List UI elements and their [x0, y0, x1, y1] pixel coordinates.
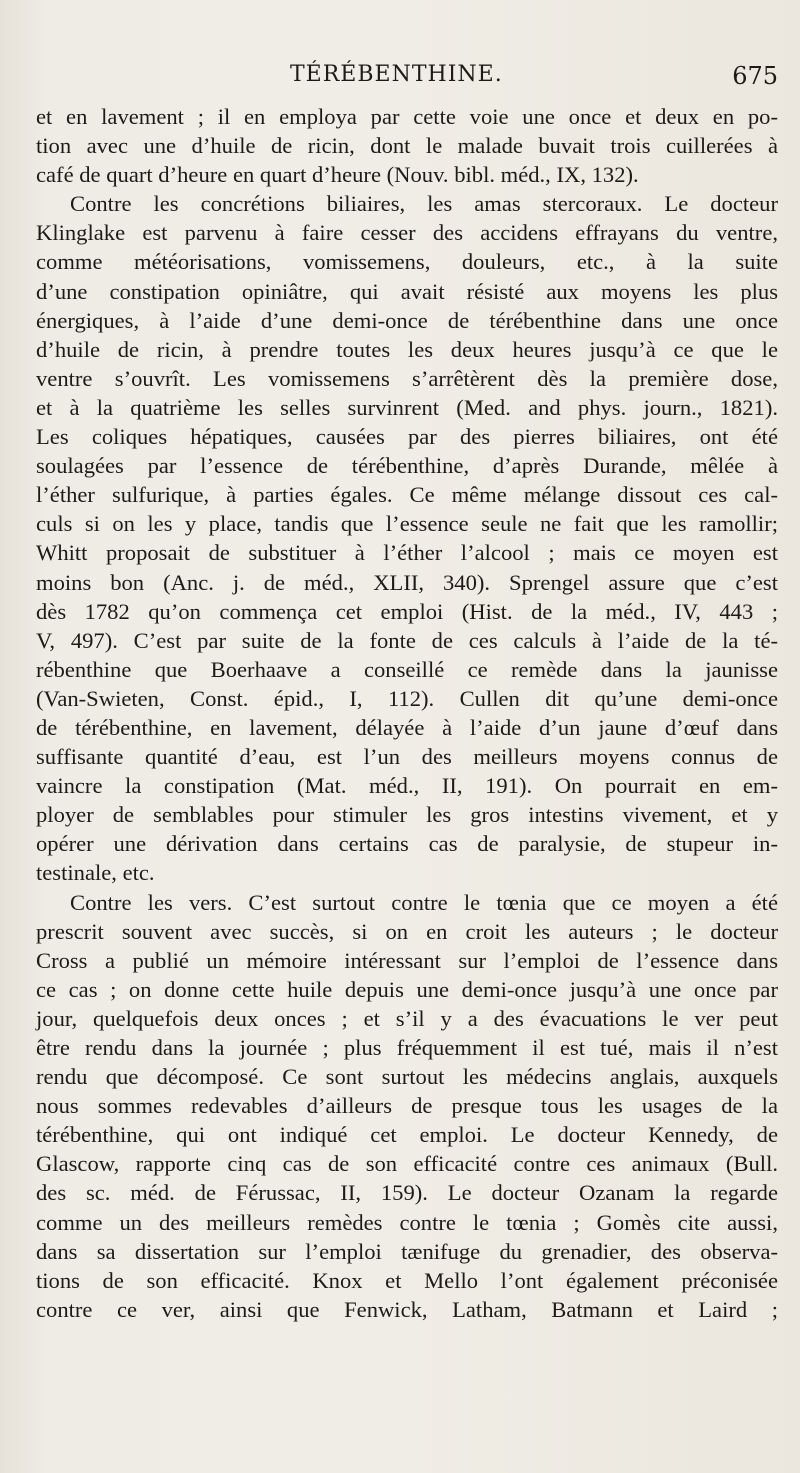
text-line: énergiques, à l’aide d’une demi-once de térébenthine dans une once [36, 307, 778, 333]
text-line: ce cas ; on donne cette huile depuis une demi-once jusqu’à une once par [36, 976, 778, 1002]
text-line: de térébenthine, en lavement, délayée à l’aide d’un jaune d’œuf dans [36, 714, 778, 740]
text-line: Contre les concrétions biliaires, les amas stercoraux. Le docteur [70, 191, 778, 217]
running-title: TÉRÉBENTHINE. [290, 62, 503, 87]
text-line: V, 497). C’est par suite de la fonte de ces calculs à l’aide de la té- [36, 627, 778, 653]
text-line: soulagées par l’essence de térébenthine, d’après Durande, mêlée à [36, 453, 778, 479]
text-line: Klinglake est parvenu à faire cesser des accidens effrayans du ventre, [36, 220, 778, 246]
text-line: moins bon (Anc. j. de méd., XLII, 340). Sprengel assure que c’est [36, 569, 778, 595]
text-line: culs si on les y place, tandis que l’essence seule ne fait que les ramollir; [36, 511, 778, 537]
body-text [36, 102, 778, 1324]
text-line: jour, quelquefois deux onces ; et s’il y a des évacuations le ver peut [36, 1005, 778, 1031]
text-line: l’éther sulfurique, à parties égales. Ce même mélange dissout ces cal- [36, 482, 778, 508]
text-line: comme météorisations, vomissemens, douleurs, etc., à la suite [36, 249, 778, 275]
page-header [0, 62, 800, 102]
text-line: ployer de semblables pour stimuler les gros intestins vivement, et y [36, 802, 778, 828]
text-line: Les coliques hépatiques, causées par des pierres biliaires, ont été [36, 424, 778, 450]
text-line: rébenthine que Boerhaave a conseillé ce remède dans la jaunisse [36, 656, 778, 682]
text-line: opérer une dérivation dans certains cas de paralysie, de stupeur in- [36, 831, 778, 857]
text-line: contre ce ver, ainsi que Fenwick, Latham, Batmann et Laird ; [36, 1296, 778, 1322]
text-line: Cross a publié un mémoire intéressant sur l’emploi de l’essence dans [36, 947, 778, 973]
text-line: tions de son efficacité. Knox et Mello l’ont également préconisée [36, 1267, 778, 1293]
text-line: et en lavement ; il en employa par cette voie une once et deux en po- [36, 104, 778, 129]
text-line: tion avec une d’huile de ricin, dont le malade buvait trois cuillerées à [36, 133, 778, 159]
text-line: Contre les vers. C’est surtout contre le tœnia que ce moyen a été [70, 889, 778, 915]
text-line: et à la quatrième les selles survinrent (Med. and phys. journ., 1821). [36, 394, 778, 420]
text-line: testinale, etc. [36, 860, 155, 886]
text-line: Whitt proposait de substituer à l’éther l’alcool ; mais ce moyen est [36, 540, 778, 566]
text-line: prescrit souvent avec succès, si on en croit les auteurs ; le docteur [36, 918, 778, 944]
text-line: suffisante quantité d’eau, est l’un des meilleurs moyens connus de [36, 744, 778, 770]
text-line: dès 1782 qu’on commença cet emploi (Hist. de la méd., IV, 443 ; [36, 598, 778, 624]
text-line: être rendu dans la journée ; plus fréquemment il est tué, mais il n’est [36, 1035, 778, 1060]
text-line: ventre s’ouvrît. Les vomissemens s’arrêtèrent dès la première dose, [36, 365, 778, 391]
text-line: dans sa dissertation sur l’emploi tænifuge du grenadier, des observa- [36, 1238, 778, 1264]
text-line: (Van-Swieten, Const. épid., I, 112). Cullen dit qu’une demi-once [36, 685, 778, 711]
page-number: 675 [732, 62, 778, 90]
text-line: nous sommes redevables d’ailleurs de presque tous les usages de la [36, 1093, 778, 1119]
text-line: rendu que décomposé. Ce sont surtout les médecins anglais, auxquels [36, 1064, 778, 1090]
text-line: térébenthine, qui ont indiqué cet emploi. Le docteur Kennedy, de [36, 1122, 778, 1148]
text-line: d’huile de ricin, à prendre toutes les deux heures jusqu’à ce que le [36, 336, 778, 362]
text-line: d’une constipation opiniâtre, qui avait résisté aux moyens les plus [36, 278, 778, 304]
text-line: Glascow, rapporte cinq cas de son efficacité contre ces animaux (Bull. [36, 1151, 778, 1177]
text-line: café de quart d’heure en quart d’heure (Nouv. bibl. méd., IX, 132). [36, 162, 639, 188]
text-line: des sc. méd. de Férussac, II, 159). Le docteur Ozanam la regarde [36, 1180, 778, 1206]
text-line: vaincre la constipation (Mat. méd., II, 191). On pourrait en em- [36, 773, 778, 799]
text-line: comme un des meilleurs remèdes contre le tœnia ; Gomès cite aussi, [36, 1209, 778, 1235]
